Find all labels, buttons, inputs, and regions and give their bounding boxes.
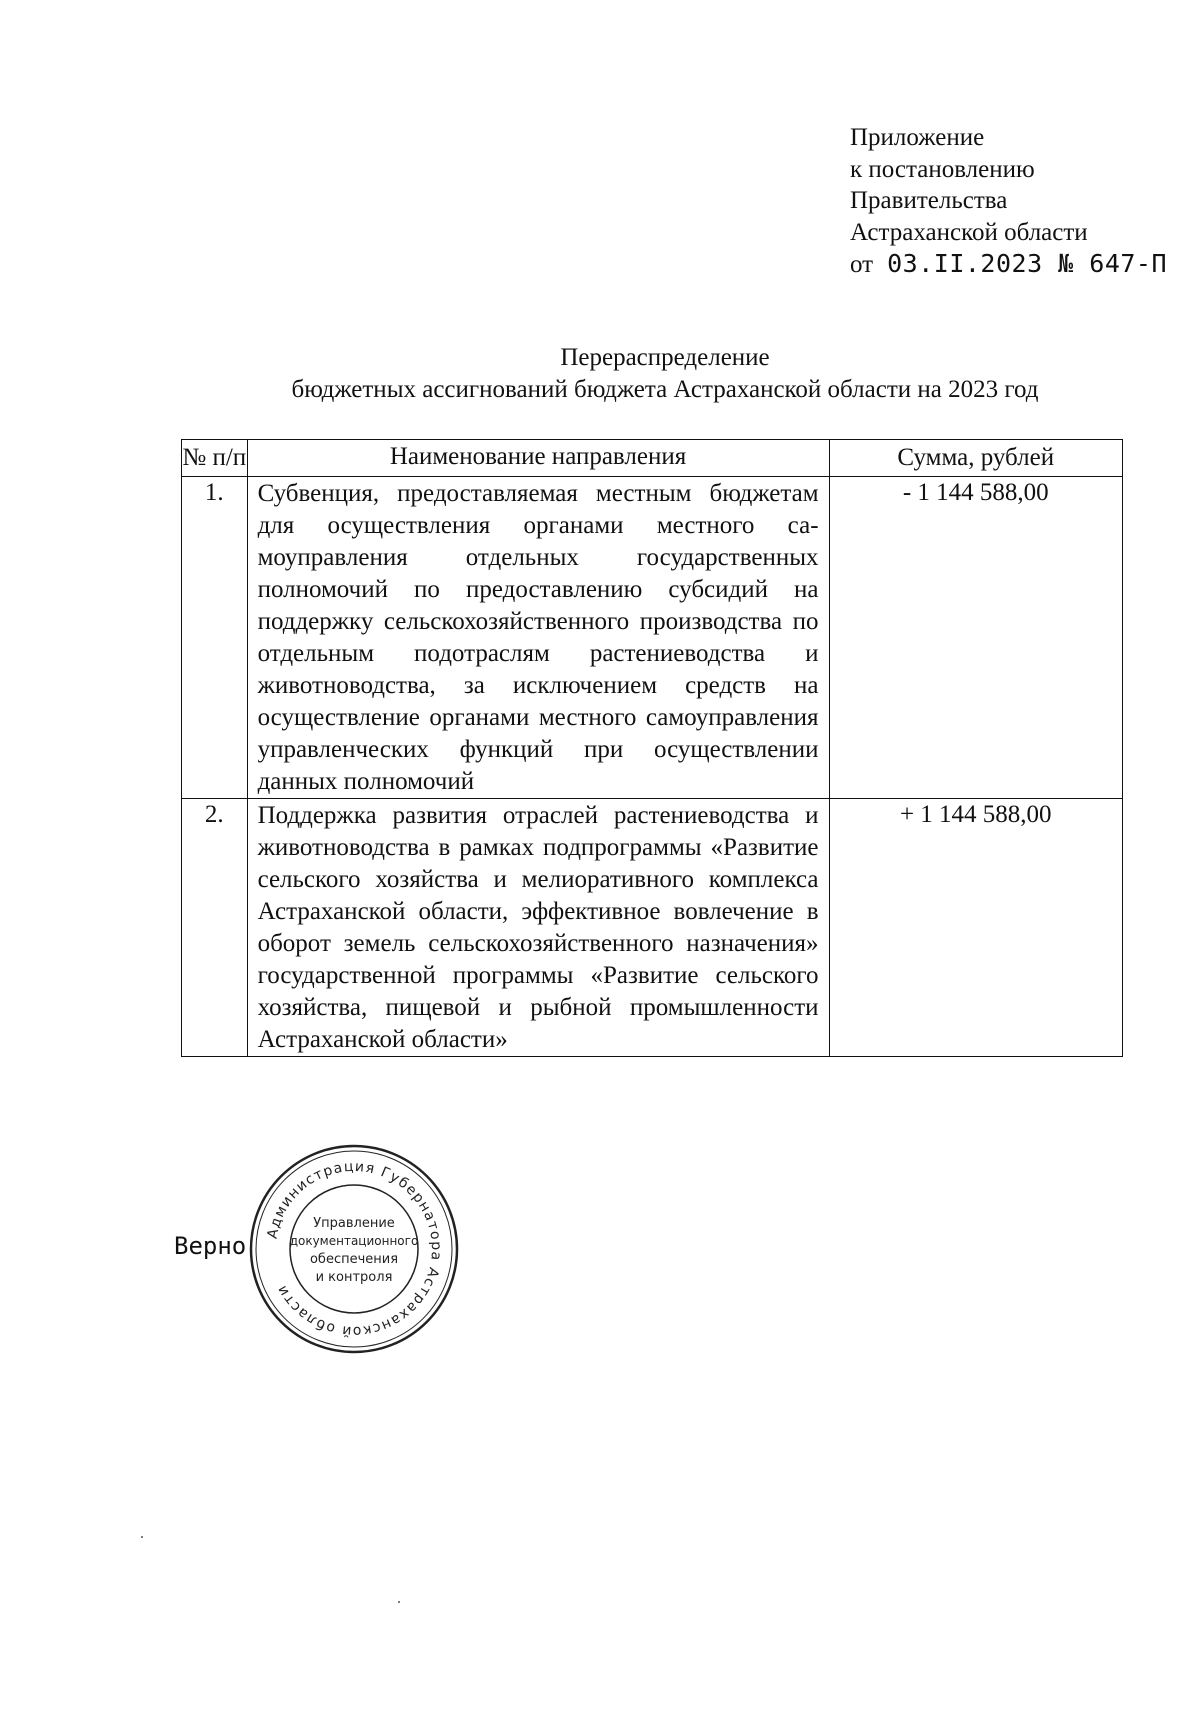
title-line-1: Перераспределение [560,344,770,371]
seal-center-line-4: и контроля [315,1270,393,1285]
verno-label: Верно [174,1232,247,1260]
row-name: Субвенция, предоставляемая местным бюджетам для осуществления органами местного самоуправления отдельных государственных полномочий по предоставлению субсидий на поддержку сельскохозяйственного производства по отдельным подотраслям растениеводства и животноводства, за исключением средств на осуществление органами местного самоуправления управленческих функций при осуществлении данных полномочий [247,477,829,799]
table-row [182,799,1123,1057]
appendix-line-2: к постановлению [850,155,1035,183]
row-name: Поддержка развития отраслей растениеводства и животноводства в рамках подпрограммы «Развитие сельского хозяйства и мелиоративного комплекса Астраханской области, эффективное вовлечение в оборот земель сельскохозяйственного назначения» государственной программы «Развитие сельского хозяйства, пищевой и рыбной промышленности Астраханской области» [247,799,829,1057]
appendix-block [850,122,1167,281]
appendix-line-3: Правительства [850,187,1008,214]
document-title [0,342,1200,405]
header-num: № п/п [182,440,248,477]
seal-center-line-3: обеспечения [309,1252,399,1267]
table-header-row [182,440,1123,477]
header-sum: Сумма, рублей [829,440,1122,477]
official-seal-icon [248,1143,460,1355]
row-sum: + 1 144 588,00 [829,799,1122,1057]
row-sum: - 1 144 588,00 [829,477,1122,799]
svg-text:Администрация Губернатора Астр [265,1159,444,1339]
appendix-line-4: Астраханской области [850,218,1088,246]
budget-table [181,439,1123,1057]
date-prefix: от [850,251,874,278]
row-num: 2. [182,799,248,1057]
appendix-line-1: Приложение [850,124,985,151]
seal-center-line-2: документационного [289,1234,419,1248]
header-name: Наименование направления [247,440,829,477]
row-num: 1. [182,477,248,799]
date-number-stamp: 03.II.2023 № 647-П [887,249,1168,278]
seal-center-line-1: Управление [313,1216,395,1231]
seal-ring-text: Администрация Губернатора Астраханской области [264,1158,445,1340]
table-row [182,477,1123,799]
scan-speck [398,1601,400,1603]
scan-speck [141,1536,143,1538]
appendix-date-line [850,248,1167,281]
title-line-2: бюджетных ассигнований бюджета Астраханской области на 2023 год [291,375,1039,403]
